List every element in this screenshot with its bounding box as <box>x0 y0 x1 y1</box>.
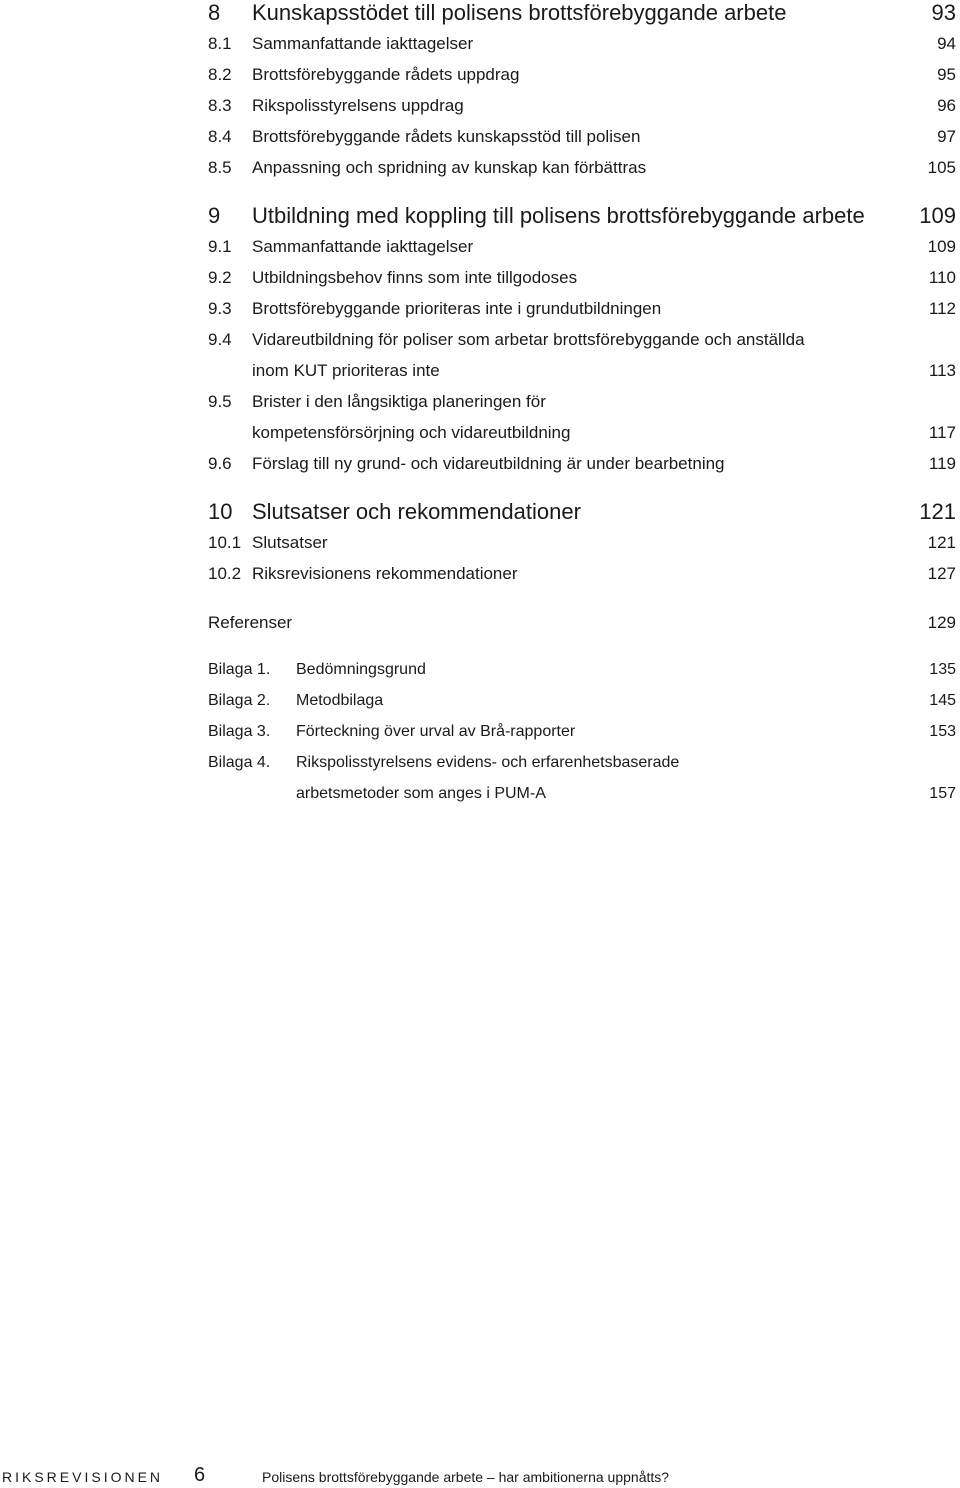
toc-entry-number: 10.2 <box>208 564 242 583</box>
toc-entry-title: kompetensförsörjning och vidareutbildning <box>252 423 571 442</box>
toc-entry-title: Anpassning och spridning av kunskap kan förbättras <box>252 158 647 177</box>
toc-entry-title: Riksrevisionens rekommendationer <box>252 564 518 583</box>
toc-entry-page: 95 <box>937 65 956 84</box>
toc-entry-number: Referenser <box>208 613 293 632</box>
toc-entry-page: 112 <box>928 299 956 318</box>
toc-entry-title: Sammanfattande iakttagelser <box>252 34 474 53</box>
toc-entry-number: 8 <box>208 0 221 25</box>
toc-entry-title: Rikspolisstyrelsens uppdrag <box>252 96 464 115</box>
toc-entry-title: Bedömningsgrund <box>296 661 426 678</box>
toc-entry-number: 9.1 <box>208 237 232 256</box>
document-title: Polisens brottsförebyggande arbete – har ambitionerna uppnåtts? <box>262 1469 670 1485</box>
toc-entry-title: Rikspolisstyrelsens evidens- och erfarenhetsbaserade <box>296 754 680 771</box>
toc-entry-page: 97 <box>937 127 956 146</box>
toc-entry-page: 145 <box>929 692 956 709</box>
toc-entry-title: Brottsförebyggande rådets kunskapsstöd till polisen <box>252 127 641 146</box>
toc-entry-number: 8.2 <box>208 65 232 84</box>
toc-entry-number: 8.5 <box>208 158 232 177</box>
toc-entry-page: 96 <box>937 96 956 115</box>
toc-entry-title: Kunskapsstödet till polisens brottsförebyggande arbete <box>252 0 787 25</box>
toc-entry-page: 135 <box>929 661 956 678</box>
toc-entry-page: 110 <box>928 268 956 287</box>
toc-entry-number: 8.4 <box>208 127 232 146</box>
toc-entry-page: 94 <box>937 34 956 53</box>
toc-entry-number: 9.6 <box>208 454 232 473</box>
toc-entry-number: 9 <box>208 203 221 228</box>
toc-entry-page: 105 <box>927 158 956 177</box>
toc-entry-page: 93 <box>931 0 956 25</box>
toc-entry-title: arbetsmetoder som anges i PUM-A <box>296 785 546 802</box>
toc-entry-page: 121 <box>927 533 956 552</box>
toc-entry-title: Utbildningsbehov finns som inte tillgodoses <box>252 268 578 287</box>
toc-entry-number: 10.1 <box>208 533 242 552</box>
toc-entry-number: 9.3 <box>208 299 232 318</box>
toc-entry-number: 9.2 <box>208 268 232 287</box>
toc-entry-page: 157 <box>929 785 956 802</box>
toc-entry-title: Slutsatser och rekommendationer <box>252 499 581 524</box>
toc-entry-page: 119 <box>928 454 956 473</box>
toc-entry-number: 10 <box>208 499 233 524</box>
toc-entry-page: 127 <box>927 564 956 583</box>
toc-entry-title: Brister i den långsiktiga planeringen för <box>252 392 546 411</box>
toc-entry-title: Slutsatser <box>252 533 328 552</box>
toc-entry-number: Bilaga 1. <box>208 661 271 678</box>
toc-entry-title: Vidareutbildning för poliser som arbetar brottsförebyggande och anställda <box>252 330 805 349</box>
toc-entry-page: 113 <box>928 361 956 380</box>
toc-entry-page: 121 <box>919 499 956 524</box>
toc-entry-number: Bilaga 3. <box>208 723 271 740</box>
toc-entry-number: 9.5 <box>208 392 232 411</box>
toc-entry-page: 153 <box>929 723 956 740</box>
publisher-name: RIKSREVISIONEN <box>2 1469 164 1485</box>
toc-entry-title: inom KUT prioriteras inte <box>252 361 440 380</box>
toc-entry-title: Förteckning över urval av Brå-rapporter <box>296 723 576 740</box>
toc-entry-number: Bilaga 4. <box>208 754 271 771</box>
toc-entry-number: 8.3 <box>208 96 232 115</box>
page-footer <box>0 1466 960 1488</box>
toc-entry-number: 8.1 <box>208 34 232 53</box>
toc-entry-number: 9.4 <box>208 330 232 349</box>
toc-entry-page: 109 <box>927 237 956 256</box>
page-number: 6 <box>194 1464 206 1486</box>
toc-entry-title: Sammanfattande iakttagelser <box>252 237 474 256</box>
toc-entry-title: Förslag till ny grund- och vidareutbildning är under bearbetning <box>252 454 725 473</box>
toc-entry-number: Bilaga 2. <box>208 692 271 709</box>
toc-entry-page: 117 <box>928 423 956 442</box>
toc-entry-title: Utbildning med koppling till polisens brottsförebyggande arbete <box>252 203 865 228</box>
toc-entry-title: Brottsförebyggande rådets uppdrag <box>252 65 520 84</box>
toc-entry-title: Metodbilaga <box>296 692 384 709</box>
toc-entry-page: 129 <box>927 613 956 632</box>
toc-entry-page: 109 <box>919 203 956 228</box>
toc-entry-title: Brottsförebyggande prioriteras inte i grundutbildningen <box>252 299 662 318</box>
